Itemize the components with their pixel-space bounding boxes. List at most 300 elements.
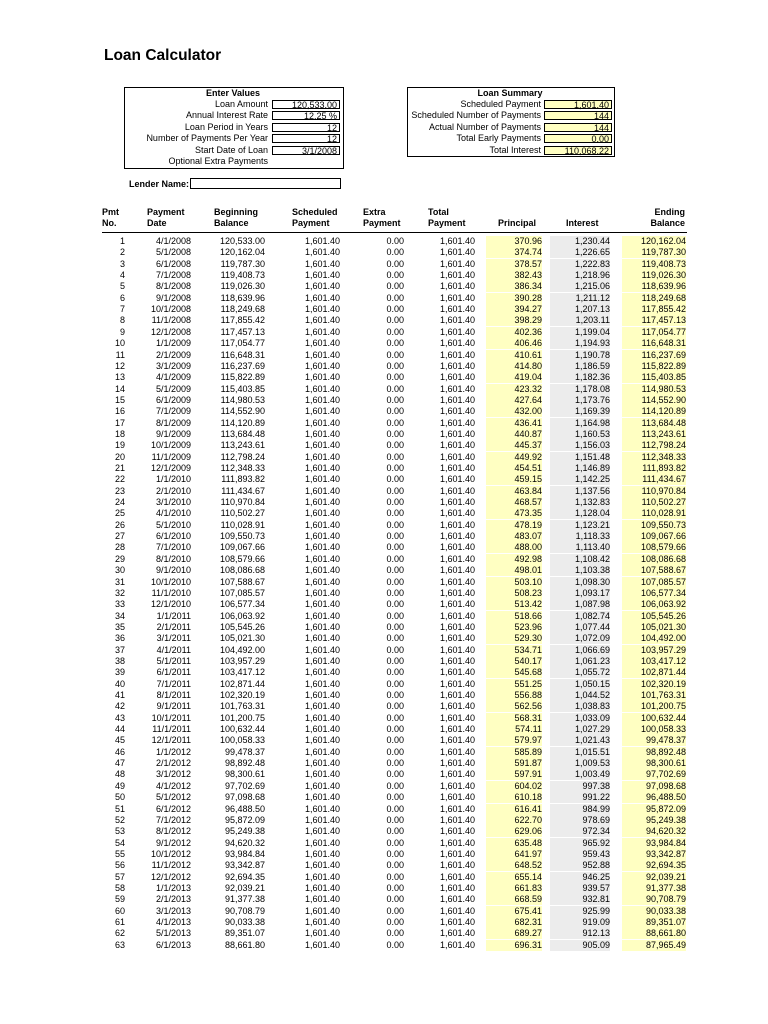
cell-payment-date: 8/1/2011 <box>156 690 191 700</box>
cell-beginning-balance: 118,639.96 <box>220 292 265 303</box>
cell-payment-date: 12/1/2009 <box>150 463 191 473</box>
cell-extra-payment: 0.00 <box>386 258 404 269</box>
cell-interest: 978.69 <box>550 815 610 826</box>
loan-summary-value: 144 <box>544 111 612 120</box>
cell-scheduled-payment: 1,601.40 <box>304 497 340 508</box>
cell-extra-payment: 0.00 <box>386 394 404 405</box>
cell-principal: 427.64 <box>486 395 542 406</box>
cell-extra-payment: 0.00 <box>386 848 404 859</box>
cell-total-payment: 1,601.40 <box>439 542 475 553</box>
cell-total-payment: 1,601.40 <box>439 406 475 417</box>
cell-extra-payment: 0.00 <box>386 928 404 939</box>
cell-extra-payment: 0.00 <box>386 542 404 553</box>
cell-extra-payment: 0.00 <box>386 780 404 791</box>
table-row <box>0 372 768 383</box>
cell-scheduled-payment: 1,601.40 <box>304 882 340 893</box>
cell-principal: 436.41 <box>486 418 542 429</box>
cell-pmt-no: 1 <box>119 236 125 246</box>
cell-payment-date: 9/1/2011 <box>156 701 191 712</box>
table-row <box>0 622 768 633</box>
cell-pmt-no: 49 <box>114 780 125 791</box>
cell-beginning-balance: 103,957.29 <box>219 655 265 666</box>
col-header-extra-payment: Extra Payment <box>363 207 401 228</box>
cell-beginning-balance: 115,822.89 <box>220 372 265 383</box>
cell-pmt-no: 61 <box>114 917 125 927</box>
cell-total-payment: 1,601.40 <box>439 258 475 269</box>
cell-ending-balance: 117,855.42 <box>622 304 686 315</box>
cell-ending-balance: 102,871.44 <box>622 667 686 678</box>
cell-pmt-no: 36 <box>114 633 125 644</box>
table-row <box>0 429 768 440</box>
cell-pmt-no: 32 <box>114 587 125 598</box>
lender-name-input[interactable] <box>190 178 341 189</box>
cell-total-payment: 1,601.40 <box>439 655 475 666</box>
cell-principal: 562.56 <box>486 701 542 712</box>
cell-ending-balance: 101,763.31 <box>622 690 686 701</box>
cell-total-payment: 1,601.40 <box>439 394 475 405</box>
col-header-payment-date: Payment Date <box>147 207 185 228</box>
cell-principal: 574.11 <box>486 724 542 735</box>
cell-extra-payment: 0.00 <box>386 599 404 610</box>
cell-pmt-no: 63 <box>114 939 125 950</box>
cell-ending-balance: 116,648.31 <box>622 338 686 349</box>
cell-ending-balance: 96,488.50 <box>622 792 686 803</box>
cell-ending-balance: 105,545.26 <box>622 611 686 622</box>
cell-principal: 432.00 <box>486 406 542 417</box>
cell-interest: 1,038.83 <box>550 701 610 712</box>
enter-values-row <box>124 145 342 156</box>
cell-principal: 668.59 <box>486 894 542 905</box>
cell-scheduled-payment: 1,601.40 <box>304 678 340 689</box>
table-row <box>0 281 768 292</box>
cell-ending-balance: 93,342.87 <box>622 849 686 860</box>
cell-scheduled-payment: 1,601.40 <box>304 372 340 383</box>
cell-payment-date: 7/1/2009 <box>155 406 191 417</box>
cell-payment-date: 12/1/2011 <box>151 735 191 746</box>
cell-ending-balance: 97,702.69 <box>622 769 686 780</box>
cell-extra-payment: 0.00 <box>386 576 404 587</box>
table-row <box>0 327 768 338</box>
table-row <box>0 781 768 792</box>
cell-pmt-no: 39 <box>114 667 125 678</box>
cell-total-payment: 1,601.40 <box>439 474 475 485</box>
cell-total-payment: 1,601.40 <box>439 417 475 428</box>
cell-extra-payment: 0.00 <box>386 621 404 632</box>
cell-total-payment: 1,601.40 <box>439 372 475 383</box>
cell-interest: 1,178.08 <box>550 384 610 395</box>
cell-payment-date: 4/1/2013 <box>155 917 191 927</box>
loan-summary-row <box>407 99 613 110</box>
cell-interest: 1,186.59 <box>550 361 610 372</box>
table-row <box>0 486 768 497</box>
cell-extra-payment: 0.00 <box>386 383 404 394</box>
cell-principal: 459.15 <box>486 474 542 485</box>
cell-total-payment: 1,601.40 <box>439 905 475 916</box>
cell-extra-payment: 0.00 <box>386 587 404 598</box>
cell-ending-balance: 98,300.61 <box>622 758 686 769</box>
cell-beginning-balance: 101,763.31 <box>219 701 265 712</box>
cell-payment-date: 2/1/2013 <box>155 894 191 905</box>
cell-pmt-no: 24 <box>114 497 125 508</box>
cell-interest: 1,061.23 <box>550 656 610 667</box>
cell-beginning-balance: 112,348.33 <box>220 463 265 473</box>
cell-ending-balance: 92,694.35 <box>622 860 686 871</box>
cell-beginning-balance: 93,984.84 <box>224 848 265 859</box>
table-row <box>0 508 768 519</box>
cell-total-payment: 1,601.40 <box>439 281 475 292</box>
cell-principal: 641.97 <box>486 849 542 860</box>
cell-principal: 635.48 <box>486 838 542 849</box>
cell-scheduled-payment: 1,601.40 <box>304 599 340 610</box>
cell-payment-date: 6/1/2010 <box>155 531 191 542</box>
table-row <box>0 531 768 542</box>
table-row <box>0 940 768 951</box>
cell-payment-date: 5/1/2011 <box>156 655 191 666</box>
cell-pmt-no: 4 <box>119 270 125 281</box>
cell-total-payment: 1,601.40 <box>439 360 475 371</box>
cell-principal: 540.17 <box>486 656 542 667</box>
cell-beginning-balance: 95,872.09 <box>224 814 265 825</box>
cell-total-payment: 1,601.40 <box>439 428 475 439</box>
cell-pmt-no: 12 <box>114 360 125 371</box>
cell-extra-payment: 0.00 <box>386 270 404 281</box>
cell-interest: 912.13 <box>550 928 610 939</box>
cell-total-payment: 1,601.40 <box>439 746 475 757</box>
enter-values-input[interactable]: 12 <box>272 134 340 143</box>
cell-payment-date: 5/1/2010 <box>155 519 191 530</box>
cell-payment-date: 10/1/2009 <box>150 440 191 451</box>
cell-total-payment: 1,601.40 <box>439 485 475 496</box>
cell-beginning-balance: 116,237.69 <box>220 360 265 371</box>
cell-pmt-no: 50 <box>114 792 125 803</box>
cell-beginning-balance: 99,478.37 <box>224 746 265 757</box>
cell-scheduled-payment: 1,601.40 <box>304 871 340 882</box>
cell-interest: 1,021.43 <box>550 735 610 746</box>
cell-extra-payment: 0.00 <box>386 917 404 927</box>
cell-scheduled-payment: 1,601.40 <box>304 406 340 417</box>
cell-total-payment: 1,601.40 <box>439 826 475 837</box>
enter-values-input[interactable]: 120,533.00 <box>272 100 340 109</box>
cell-scheduled-payment: 1,601.40 <box>304 837 340 848</box>
table-row <box>0 769 768 780</box>
cell-scheduled-payment: 1,601.40 <box>304 270 340 281</box>
col-header-pmt: Pmt No. <box>102 207 120 228</box>
cell-ending-balance: 116,237.69 <box>622 350 686 361</box>
cell-scheduled-payment: 1,601.40 <box>304 928 340 939</box>
cell-scheduled-payment: 1,601.40 <box>304 360 340 371</box>
cell-ending-balance: 109,550.73 <box>622 520 686 531</box>
table-row <box>0 928 768 939</box>
cell-scheduled-payment: 1,601.40 <box>304 712 340 723</box>
table-row <box>0 247 768 258</box>
cell-extra-payment: 0.00 <box>386 724 404 735</box>
cell-ending-balance: 118,249.68 <box>622 293 686 304</box>
cell-interest: 991.22 <box>550 792 610 803</box>
cell-beginning-balance: 110,970.84 <box>220 497 265 508</box>
cell-interest: 919.09 <box>550 917 610 928</box>
cell-ending-balance: 87,965.49 <box>622 940 686 951</box>
enter-values-label: Optional Extra Payments <box>168 156 268 166</box>
cell-interest: 1,215.06 <box>550 281 610 292</box>
cell-ending-balance: 103,417.12 <box>622 656 686 667</box>
cell-total-payment: 1,601.40 <box>439 440 475 451</box>
cell-extra-payment: 0.00 <box>386 837 404 848</box>
cell-scheduled-payment: 1,601.40 <box>304 315 340 326</box>
cell-principal: 508.23 <box>486 588 542 599</box>
enter-values-input[interactable] <box>272 157 340 166</box>
cell-scheduled-payment: 1,601.40 <box>304 792 340 803</box>
cell-beginning-balance: 98,892.48 <box>224 758 265 769</box>
cell-extra-payment: 0.00 <box>386 939 404 950</box>
cell-payment-date: 3/1/2011 <box>156 633 191 644</box>
cell-principal: 675.41 <box>486 906 542 917</box>
cell-ending-balance: 118,639.96 <box>622 281 686 292</box>
loan-summary-row <box>407 122 613 133</box>
cell-total-payment: 1,601.40 <box>439 667 475 678</box>
enter-values-input[interactable]: 12.25 % <box>272 111 340 120</box>
cell-interest: 1,182.36 <box>550 372 610 383</box>
cell-interest: 1,003.49 <box>550 769 610 780</box>
cell-extra-payment: 0.00 <box>386 451 404 462</box>
cell-pmt-no: 44 <box>114 724 125 735</box>
cell-principal: 419.04 <box>486 372 542 383</box>
cell-payment-date: 8/1/2008 <box>155 281 191 292</box>
cell-pmt-no: 58 <box>114 882 125 893</box>
cell-payment-date: 12/1/2010 <box>150 599 191 610</box>
cell-interest: 1,190.78 <box>550 350 610 361</box>
cell-interest: 1,087.98 <box>550 599 610 610</box>
cell-ending-balance: 114,120.89 <box>622 406 686 417</box>
cell-extra-payment: 0.00 <box>386 655 404 666</box>
cell-scheduled-payment: 1,601.40 <box>304 292 340 303</box>
cell-beginning-balance: 111,893.82 <box>221 474 265 485</box>
table-row <box>0 860 768 871</box>
cell-principal: 398.29 <box>486 315 542 326</box>
cell-scheduled-payment: 1,601.40 <box>304 326 340 337</box>
cell-payment-date: 7/1/2008 <box>155 270 191 281</box>
cell-total-payment: 1,601.40 <box>439 780 475 791</box>
cell-total-payment: 1,601.40 <box>439 860 475 871</box>
cell-interest: 1,151.48 <box>550 452 610 463</box>
cell-total-payment: 1,601.40 <box>439 633 475 644</box>
cell-principal: 556.88 <box>486 690 542 701</box>
cell-payment-date: 8/1/2012 <box>155 826 191 837</box>
cell-pmt-no: 20 <box>114 451 125 462</box>
cell-ending-balance: 114,980.53 <box>622 384 686 395</box>
cell-ending-balance: 90,033.38 <box>622 906 686 917</box>
cell-total-payment: 1,601.40 <box>439 553 475 564</box>
enter-values-label: Loan Amount <box>214 99 268 109</box>
enter-values-input[interactable]: 12 <box>272 123 340 132</box>
table-row <box>0 656 768 667</box>
cell-payment-date: 11/1/2011 <box>152 724 191 735</box>
loan-summary-value: 110,068.22 <box>544 146 612 155</box>
cell-extra-payment: 0.00 <box>386 644 404 655</box>
cell-scheduled-payment: 1,601.40 <box>304 576 340 587</box>
cell-extra-payment: 0.00 <box>386 349 404 360</box>
cell-total-payment: 1,601.40 <box>439 928 475 939</box>
cell-payment-date: 10/1/2011 <box>151 712 191 723</box>
cell-scheduled-payment: 1,601.40 <box>304 519 340 530</box>
cell-beginning-balance: 117,855.42 <box>220 315 265 326</box>
enter-values-label: Start Date of Loan <box>194 144 268 155</box>
cell-extra-payment: 0.00 <box>386 247 404 258</box>
table-row <box>0 361 768 372</box>
cell-scheduled-payment: 1,601.40 <box>304 304 340 315</box>
cell-payment-date: 9/1/2009 <box>155 428 191 439</box>
cell-pmt-no: 25 <box>114 508 125 519</box>
cell-extra-payment: 0.00 <box>386 769 404 780</box>
cell-scheduled-payment: 1,601.40 <box>304 746 340 757</box>
cell-payment-date: 9/1/2012 <box>155 837 191 848</box>
loan-summary-value: 0.00 <box>544 134 612 143</box>
cell-payment-date: 4/1/2012 <box>155 780 191 791</box>
cell-ending-balance: 112,348.33 <box>622 452 686 463</box>
table-row <box>0 259 768 270</box>
cell-scheduled-payment: 1,601.40 <box>304 848 340 859</box>
cell-total-payment: 1,601.40 <box>439 247 475 258</box>
cell-scheduled-payment: 1,601.40 <box>304 701 340 712</box>
cell-interest: 1,009.53 <box>550 758 610 769</box>
loan-summary-value: 1,601.40 <box>544 100 612 109</box>
cell-payment-date: 6/1/2009 <box>155 394 191 405</box>
cell-interest: 1,173.76 <box>550 395 610 406</box>
cell-total-payment: 1,601.40 <box>439 338 475 349</box>
cell-scheduled-payment: 1,601.40 <box>304 735 340 746</box>
cell-principal: 454.51 <box>486 463 542 474</box>
cell-beginning-balance: 91,377.38 <box>224 894 265 905</box>
cell-interest: 1,072.09 <box>550 633 610 644</box>
cell-ending-balance: 95,872.09 <box>622 804 686 815</box>
cell-interest: 1,137.56 <box>550 486 610 497</box>
cell-beginning-balance: 119,408.73 <box>220 270 265 281</box>
col-header-total-payment: Total Payment <box>428 207 466 228</box>
cell-ending-balance: 109,067.66 <box>622 531 686 542</box>
enter-values-row <box>124 110 342 121</box>
cell-principal: 689.27 <box>486 928 542 939</box>
cell-pmt-no: 48 <box>114 769 125 780</box>
cell-scheduled-payment: 1,601.40 <box>304 803 340 814</box>
cell-beginning-balance: 120,162.04 <box>219 247 265 258</box>
cell-interest: 1,098.30 <box>550 577 610 588</box>
cell-extra-payment: 0.00 <box>386 735 404 746</box>
cell-scheduled-payment: 1,601.40 <box>304 281 340 292</box>
cell-ending-balance: 104,492.00 <box>622 633 686 644</box>
cell-interest: 1,194.93 <box>550 338 610 349</box>
cell-pmt-no: 47 <box>114 758 125 769</box>
cell-pmt-no: 40 <box>114 678 125 689</box>
cell-beginning-balance: 100,632.44 <box>219 724 265 735</box>
cell-pmt-no: 34 <box>114 610 125 621</box>
cell-payment-date: 12/1/2008 <box>150 326 191 337</box>
cell-ending-balance: 100,058.33 <box>622 724 686 735</box>
cell-extra-payment: 0.00 <box>386 315 404 326</box>
cell-beginning-balance: 118,249.68 <box>220 304 265 315</box>
cell-total-payment: 1,601.40 <box>439 678 475 689</box>
cell-beginning-balance: 89,351.07 <box>224 928 265 939</box>
table-row <box>0 667 768 678</box>
cell-payment-date: 7/1/2010 <box>155 542 191 553</box>
cell-pmt-no: 38 <box>114 655 125 666</box>
table-row <box>0 883 768 894</box>
cell-payment-date: 6/1/2013 <box>155 939 191 950</box>
enter-values-input[interactable]: 3/1/2008 <box>272 146 340 155</box>
cell-total-payment: 1,601.40 <box>439 701 475 712</box>
table-row <box>0 826 768 837</box>
cell-scheduled-payment: 1,601.40 <box>304 531 340 542</box>
cell-payment-date: 4/1/2010 <box>155 508 191 519</box>
cell-payment-date: 6/1/2011 <box>156 667 191 678</box>
cell-payment-date: 7/1/2012 <box>155 814 191 825</box>
cell-beginning-balance: 112,798.24 <box>220 451 265 462</box>
table-row <box>0 270 768 281</box>
cell-scheduled-payment: 1,601.40 <box>304 508 340 519</box>
cell-pmt-no: 41 <box>114 690 125 700</box>
cell-principal: 513.42 <box>486 599 542 610</box>
table-row <box>0 611 768 622</box>
cell-payment-date: 7/1/2011 <box>156 678 191 689</box>
cell-beginning-balance: 108,086.68 <box>219 565 265 576</box>
cell-interest: 1,044.52 <box>550 690 610 701</box>
cell-payment-date: 6/1/2008 <box>155 258 191 269</box>
cell-extra-payment: 0.00 <box>386 236 404 246</box>
cell-beginning-balance: 109,067.66 <box>219 542 265 553</box>
cell-pmt-no: 57 <box>114 871 125 882</box>
cell-principal: 492.98 <box>486 554 542 565</box>
cell-principal: 551.25 <box>486 679 542 690</box>
cell-beginning-balance: 107,085.57 <box>219 587 265 598</box>
cell-pmt-no: 14 <box>114 383 125 394</box>
cell-principal: 648.52 <box>486 860 542 871</box>
cell-payment-date: 1/1/2009 <box>155 338 191 349</box>
cell-interest: 946.25 <box>550 872 610 883</box>
cell-principal: 468.57 <box>486 497 542 508</box>
cell-extra-payment: 0.00 <box>386 826 404 837</box>
cell-payment-date: 2/1/2010 <box>155 485 191 496</box>
cell-extra-payment: 0.00 <box>386 633 404 644</box>
cell-ending-balance: 92,039.21 <box>622 872 686 883</box>
cell-principal: 622.70 <box>486 815 542 826</box>
cell-interest: 905.09 <box>550 940 610 951</box>
cell-pmt-no: 56 <box>114 860 125 871</box>
cell-beginning-balance: 117,457.13 <box>220 326 265 337</box>
col-header-principal: Principal <box>498 218 537 228</box>
cell-extra-payment: 0.00 <box>386 519 404 530</box>
cell-interest: 1,055.72 <box>550 667 610 678</box>
cell-total-payment: 1,601.40 <box>439 894 475 905</box>
cell-principal: 478.19 <box>486 520 542 531</box>
loan-summary-label: Total Early Payments <box>456 133 541 144</box>
cell-principal: 597.91 <box>486 769 542 780</box>
cell-total-payment: 1,601.40 <box>439 644 475 655</box>
cell-ending-balance: 100,632.44 <box>622 713 686 724</box>
cell-pmt-no: 6 <box>119 292 125 303</box>
cell-principal: 445.37 <box>486 440 542 451</box>
table-row <box>0 565 768 576</box>
cell-extra-payment: 0.00 <box>386 803 404 814</box>
table-row <box>0 679 768 690</box>
cell-beginning-balance: 113,684.48 <box>220 428 265 439</box>
cell-total-payment: 1,601.40 <box>439 690 475 700</box>
cell-total-payment: 1,601.40 <box>439 349 475 360</box>
cell-ending-balance: 113,243.61 <box>622 429 686 440</box>
cell-pmt-no: 10 <box>114 338 125 349</box>
cell-payment-date: 11/1/2012 <box>151 860 191 871</box>
cell-principal: 529.30 <box>486 633 542 644</box>
col-header-beginning-balance: Beginning Balance <box>214 207 258 228</box>
lender-name-label: Lender Name: <box>129 179 190 189</box>
cell-beginning-balance: 106,577.34 <box>219 599 265 610</box>
